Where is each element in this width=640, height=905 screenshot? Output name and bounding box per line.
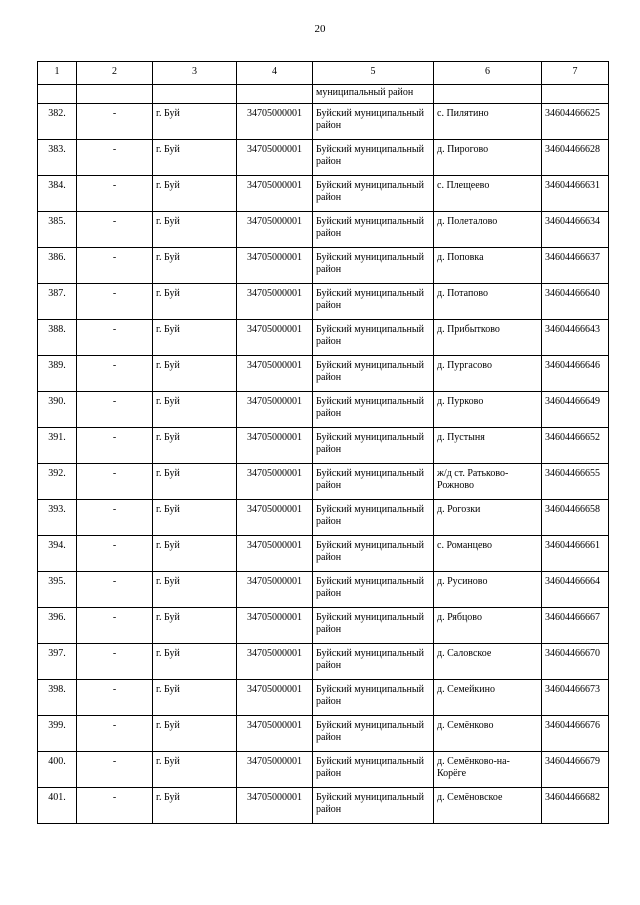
row-number: 392.	[38, 464, 77, 500]
cell-locality: д. Саловское	[434, 644, 542, 680]
cell-code: 34604466667	[542, 608, 609, 644]
continuation-row	[38, 85, 609, 104]
cell-locality: с. Романцево	[434, 536, 542, 572]
cell-dash: -	[77, 104, 153, 140]
cell	[542, 85, 609, 104]
cell-code: 34604466661	[542, 536, 609, 572]
cell-district: Буйский муниципальный район	[313, 680, 434, 716]
cell-city: г. Буй	[153, 392, 237, 428]
cell-oktmo: 34705000001	[237, 644, 313, 680]
cell-oktmo: 34705000001	[237, 608, 313, 644]
table-row	[38, 752, 609, 788]
cell-district: Буйский муниципальный район	[313, 752, 434, 788]
cell-oktmo: 34705000001	[237, 716, 313, 752]
cell-district: Буйский муниципальный район	[313, 428, 434, 464]
cell-oktmo: 34705000001	[237, 680, 313, 716]
cell-district: Буйский муниципальный район	[313, 788, 434, 824]
cell-dash: -	[77, 536, 153, 572]
cell-oktmo: 34705000001	[237, 320, 313, 356]
cell-code: 34604466664	[542, 572, 609, 608]
cell-dash: -	[77, 140, 153, 176]
cell-city: г. Буй	[153, 356, 237, 392]
table-row	[38, 716, 609, 752]
cell-city: г. Буй	[153, 536, 237, 572]
cell-locality: д. Прибытково	[434, 320, 542, 356]
cell-dash: -	[77, 428, 153, 464]
cell-code: 34604466670	[542, 644, 609, 680]
cell-locality: д. Семёновское	[434, 788, 542, 824]
row-number: 382.	[38, 104, 77, 140]
cell-locality: д. Семейкино	[434, 680, 542, 716]
cell-code: 34604466652	[542, 428, 609, 464]
row-number: 393.	[38, 500, 77, 536]
cell-code: 34604466655	[542, 464, 609, 500]
cell-city: г. Буй	[153, 140, 237, 176]
cell-code: 34604466625	[542, 104, 609, 140]
cell-city: г. Буй	[153, 788, 237, 824]
cell-oktmo: 34705000001	[237, 752, 313, 788]
cell-dash: -	[77, 248, 153, 284]
cell-oktmo: 34705000001	[237, 104, 313, 140]
cell	[38, 85, 77, 104]
cell-oktmo: 34705000001	[237, 500, 313, 536]
column-header: 2	[77, 62, 153, 85]
row-number: 390.	[38, 392, 77, 428]
cell-dash: -	[77, 356, 153, 392]
cell-code: 34604466646	[542, 356, 609, 392]
row-number: 384.	[38, 176, 77, 212]
row-number: 388.	[38, 320, 77, 356]
cell-oktmo: 34705000001	[237, 248, 313, 284]
cell-locality: д. Пустыня	[434, 428, 542, 464]
cell-city: г. Буй	[153, 176, 237, 212]
row-number: 401.	[38, 788, 77, 824]
column-header: 5	[313, 62, 434, 85]
cell-locality: д. Рябцово	[434, 608, 542, 644]
table-row	[38, 212, 609, 248]
table-row	[38, 788, 609, 824]
cell-locality: с. Пилятино	[434, 104, 542, 140]
cell-district: Буйский муниципальный район	[313, 572, 434, 608]
cell-dash: -	[77, 608, 153, 644]
table-row	[38, 464, 609, 500]
row-number: 386.	[38, 248, 77, 284]
cell-dash: -	[77, 716, 153, 752]
cell-district: Буйский муниципальный район	[313, 356, 434, 392]
cell-dash: -	[77, 752, 153, 788]
cell-dash: -	[77, 320, 153, 356]
cell-city: г. Буй	[153, 320, 237, 356]
cell-district: Буйский муниципальный район	[313, 716, 434, 752]
cell-oktmo: 34705000001	[237, 284, 313, 320]
table-row	[38, 644, 609, 680]
cell-oktmo: 34705000001	[237, 140, 313, 176]
row-number: 398.	[38, 680, 77, 716]
cell-district: Буйский муниципальный район	[313, 392, 434, 428]
cell-dash: -	[77, 284, 153, 320]
column-header: 1	[38, 62, 77, 85]
cell-city: г. Буй	[153, 680, 237, 716]
cell-code: 34604466676	[542, 716, 609, 752]
cell-code: 34604466634	[542, 212, 609, 248]
cell-city: г. Буй	[153, 104, 237, 140]
cell-dash: -	[77, 392, 153, 428]
row-number: 385.	[38, 212, 77, 248]
row-number: 394.	[38, 536, 77, 572]
cell-city: г. Буй	[153, 644, 237, 680]
page-number: 20	[314, 23, 326, 35]
cell-city: г. Буй	[153, 212, 237, 248]
row-number: 391.	[38, 428, 77, 464]
cell-district: Буйский муниципальный район	[313, 500, 434, 536]
cell-district: Буйский муниципальный район	[313, 248, 434, 284]
cell-dash: -	[77, 176, 153, 212]
cell-dash: -	[77, 464, 153, 500]
cell-oktmo: 34705000001	[237, 464, 313, 500]
table-row	[38, 500, 609, 536]
cell-dash: -	[77, 644, 153, 680]
table-row	[38, 176, 609, 212]
cell-locality: д. Русиново	[434, 572, 542, 608]
table-row	[38, 356, 609, 392]
table-row	[38, 428, 609, 464]
table-row	[38, 608, 609, 644]
cell-locality: д. Семёнково-на-Корёге	[434, 752, 542, 788]
cell-district: Буйский муниципальный район	[313, 320, 434, 356]
cell-district: Буйский муниципальный район	[313, 104, 434, 140]
cell-locality: д. Пурково	[434, 392, 542, 428]
row-number: 387.	[38, 284, 77, 320]
cell-code: 34604466640	[542, 284, 609, 320]
cell-locality: д. Потапово	[434, 284, 542, 320]
cell-locality: д. Семёнково	[434, 716, 542, 752]
cell-code: 34604466628	[542, 140, 609, 176]
cell-code: 34604466643	[542, 320, 609, 356]
cell-oktmo: 34705000001	[237, 356, 313, 392]
table-row	[38, 140, 609, 176]
column-header: 4	[237, 62, 313, 85]
registry-table	[37, 61, 609, 824]
column-header: 7	[542, 62, 609, 85]
cell-code: 34604466637	[542, 248, 609, 284]
cell-city: г. Буй	[153, 464, 237, 500]
cell-code: 34604466673	[542, 680, 609, 716]
table-row	[38, 104, 609, 140]
table-row	[38, 320, 609, 356]
cell-city: г. Буй	[153, 716, 237, 752]
cell-oktmo: 34705000001	[237, 428, 313, 464]
table-row	[38, 284, 609, 320]
cell	[77, 85, 153, 104]
table-row	[38, 392, 609, 428]
cell-oktmo: 34705000001	[237, 176, 313, 212]
table-row	[38, 680, 609, 716]
cell-oktmo: 34705000001	[237, 392, 313, 428]
cell	[153, 85, 237, 104]
row-number: 396.	[38, 608, 77, 644]
cell-district: Буйский муниципальный район	[313, 140, 434, 176]
cell-code: 34604466658	[542, 500, 609, 536]
row-number: 397.	[38, 644, 77, 680]
cell-code: 34604466682	[542, 788, 609, 824]
cell-locality: д. Пирогово	[434, 140, 542, 176]
cell-oktmo: 34705000001	[237, 788, 313, 824]
cell-district: Буйский муниципальный район	[313, 176, 434, 212]
cell-district: Буйский муниципальный район	[313, 608, 434, 644]
row-number: 395.	[38, 572, 77, 608]
cell-locality: д. Полеталово	[434, 212, 542, 248]
cell-oktmo: 34705000001	[237, 212, 313, 248]
cell-city: г. Буй	[153, 608, 237, 644]
table-row	[38, 572, 609, 608]
row-number: 400.	[38, 752, 77, 788]
cell-district: Буйский муниципальный район	[313, 212, 434, 248]
cell-dash: -	[77, 572, 153, 608]
cell	[434, 85, 542, 104]
cell-locality: ж/д ст. Ратьково-Рожново	[434, 464, 542, 500]
cell-code: 34604466631	[542, 176, 609, 212]
cell	[237, 85, 313, 104]
table-row	[38, 248, 609, 284]
header-row	[38, 62, 609, 85]
cell-oktmo: 34705000001	[237, 536, 313, 572]
row-number: 389.	[38, 356, 77, 392]
cell-dash: -	[77, 500, 153, 536]
cell-dash: -	[77, 788, 153, 824]
cell-locality: с. Плещеево	[434, 176, 542, 212]
cell-district: Буйский муниципальный район	[313, 536, 434, 572]
cell-city: г. Буй	[153, 428, 237, 464]
cell-district: Буйский муниципальный район	[313, 464, 434, 500]
column-header: 6	[434, 62, 542, 85]
cell-locality: д. Пургасово	[434, 356, 542, 392]
cell-district: Буйский муниципальный район	[313, 284, 434, 320]
cell-code: 34604466679	[542, 752, 609, 788]
cell-city: г. Буй	[153, 752, 237, 788]
cell-locality: д. Поповка	[434, 248, 542, 284]
cell-city: г. Буй	[153, 284, 237, 320]
cell-dash: -	[77, 680, 153, 716]
cell-city: г. Буй	[153, 572, 237, 608]
cell-oktmo: 34705000001	[237, 572, 313, 608]
cell-city: г. Буй	[153, 500, 237, 536]
cell-code: 34604466649	[542, 392, 609, 428]
column-header: 3	[153, 62, 237, 85]
cell-locality: д. Рогозки	[434, 500, 542, 536]
table-row	[38, 536, 609, 572]
cell-city: г. Буй	[153, 248, 237, 284]
cell-dash: -	[77, 212, 153, 248]
cell-district: Буйский муниципальный район	[313, 644, 434, 680]
row-number: 383.	[38, 140, 77, 176]
cell: муниципальный район	[313, 85, 434, 104]
row-number: 399.	[38, 716, 77, 752]
